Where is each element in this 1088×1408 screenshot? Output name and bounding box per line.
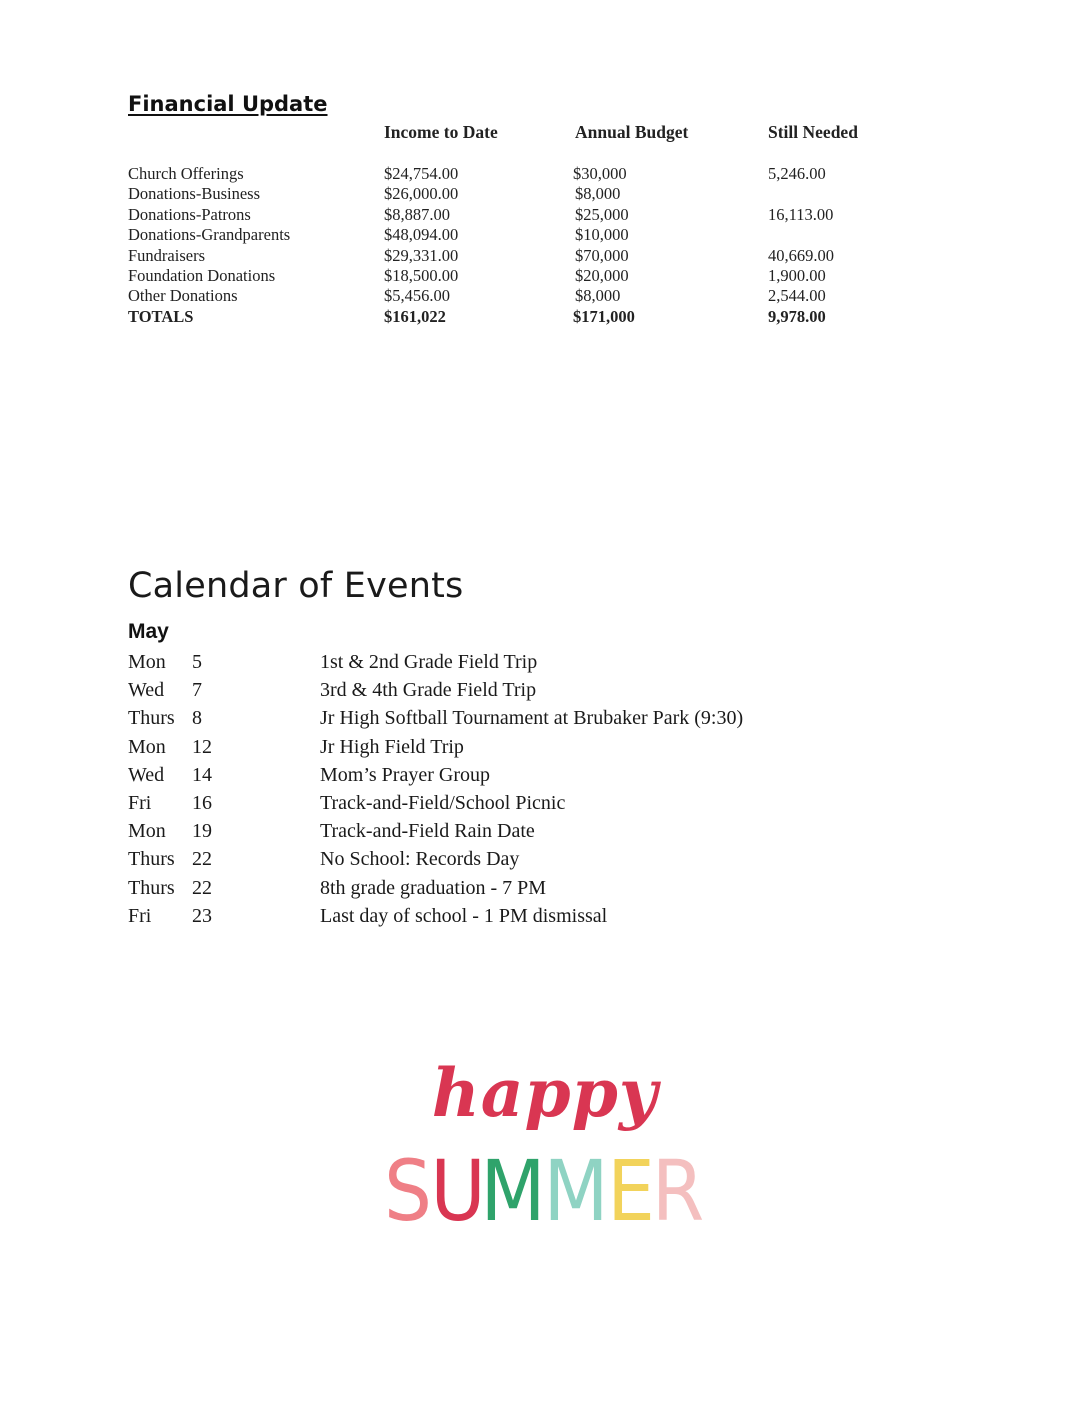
row-budget: $20,000 <box>575 265 629 285</box>
event-day: Thurs <box>128 707 175 730</box>
row-income: $29,331.00 <box>384 245 459 265</box>
row-label: Donations-Grandparents <box>128 225 291 245</box>
event-description: Jr High Field Trip <box>320 735 464 758</box>
row-budget: $25,000 <box>575 204 629 224</box>
calendar-title: Calendar of Events <box>128 566 464 606</box>
logo-summer-text <box>384 1142 704 1230</box>
row-budget: $8,000 <box>575 286 621 306</box>
event-description: No School: Records Day <box>320 848 520 871</box>
event-day: Fri <box>128 904 152 927</box>
event-date: 19 <box>192 820 212 843</box>
row-income: $26,000.00 <box>384 184 459 204</box>
row-label: Donations-Patrons <box>128 204 251 224</box>
event-date: 22 <box>192 848 212 871</box>
row-income: $5,456.00 <box>384 286 450 306</box>
financial-update-title: Financial Update <box>128 92 328 116</box>
totals-budget: $171,000 <box>573 306 635 326</box>
row-budget: $8,000 <box>575 184 621 204</box>
logo-letter: U <box>430 1142 486 1230</box>
totals-income: $161,022 <box>384 306 446 326</box>
event-day: Fri <box>128 791 152 814</box>
event-day: Wed <box>128 763 165 786</box>
event-day: Mon <box>128 735 166 758</box>
event-description: Mom’s Prayer Group <box>320 763 490 786</box>
logo-letter: M <box>543 1142 609 1230</box>
row-budget: $10,000 <box>575 225 629 245</box>
logo-letter: M <box>480 1142 546 1230</box>
event-description: 8th grade graduation - 7 PM <box>320 876 547 899</box>
event-date: 12 <box>192 735 212 758</box>
row-label: Other Donations <box>128 286 238 306</box>
logo-happy-text: happy <box>431 1054 659 1132</box>
header-income-to-date: Income to Date <box>384 122 498 142</box>
row-label: Foundation Donations <box>128 265 276 285</box>
logo-letter: E <box>607 1142 655 1230</box>
row-needed: 1,900.00 <box>768 265 826 285</box>
event-description: Track-and-Field Rain Date <box>320 820 535 843</box>
header-annual-budget: Annual Budget <box>575 122 689 142</box>
row-budget: $30,000 <box>573 164 627 183</box>
event-date: 7 <box>192 679 202 702</box>
row-budget: $70,000 <box>575 245 629 265</box>
row-needed: 2,544.00 <box>768 286 826 306</box>
event-day: Wed <box>128 679 165 702</box>
event-description: Track-and-Field/School Picnic <box>320 791 566 814</box>
event-day: Mon <box>128 820 166 843</box>
row-income: $24,754.00 <box>384 164 459 183</box>
totals-label: TOTALS <box>128 306 194 326</box>
row-needed: 5,246.00 <box>768 164 826 183</box>
totals-needed: 9,978.00 <box>768 306 826 326</box>
calendar-month: May <box>128 620 169 643</box>
row-income: $8,887.00 <box>384 204 450 224</box>
row-label: Donations-Business <box>128 184 260 204</box>
row-label: Church Offerings <box>128 164 244 183</box>
header-still-needed: Still Needed <box>768 122 858 142</box>
event-description: 3rd & 4th Grade Field Trip <box>320 679 537 702</box>
logo-letter: R <box>651 1142 705 1230</box>
row-needed: 40,669.00 <box>768 245 834 265</box>
happy-summer-logo <box>380 1050 710 1230</box>
event-day: Mon <box>128 651 166 673</box>
row-needed: 16,113.00 <box>768 204 834 224</box>
event-date: 8 <box>192 707 202 730</box>
event-date: 14 <box>192 763 212 786</box>
event-description: Jr High Softball Tournament at Brubaker Park (9:30) <box>320 707 744 730</box>
event-date: 23 <box>192 904 212 927</box>
row-label: Fundraisers <box>128 245 205 265</box>
event-date: 16 <box>192 791 212 814</box>
logo-letter: S <box>384 1142 432 1230</box>
row-income: $18,500.00 <box>384 265 459 285</box>
event-description: Last day of school - 1 PM dismissal <box>320 904 608 927</box>
event-date: 22 <box>192 876 212 899</box>
event-day: Thurs <box>128 876 175 899</box>
event-description: 1st & 2nd Grade Field Trip <box>320 651 538 673</box>
event-date: 5 <box>192 651 202 673</box>
event-day: Thurs <box>128 848 175 871</box>
row-income: $48,094.00 <box>384 225 459 245</box>
